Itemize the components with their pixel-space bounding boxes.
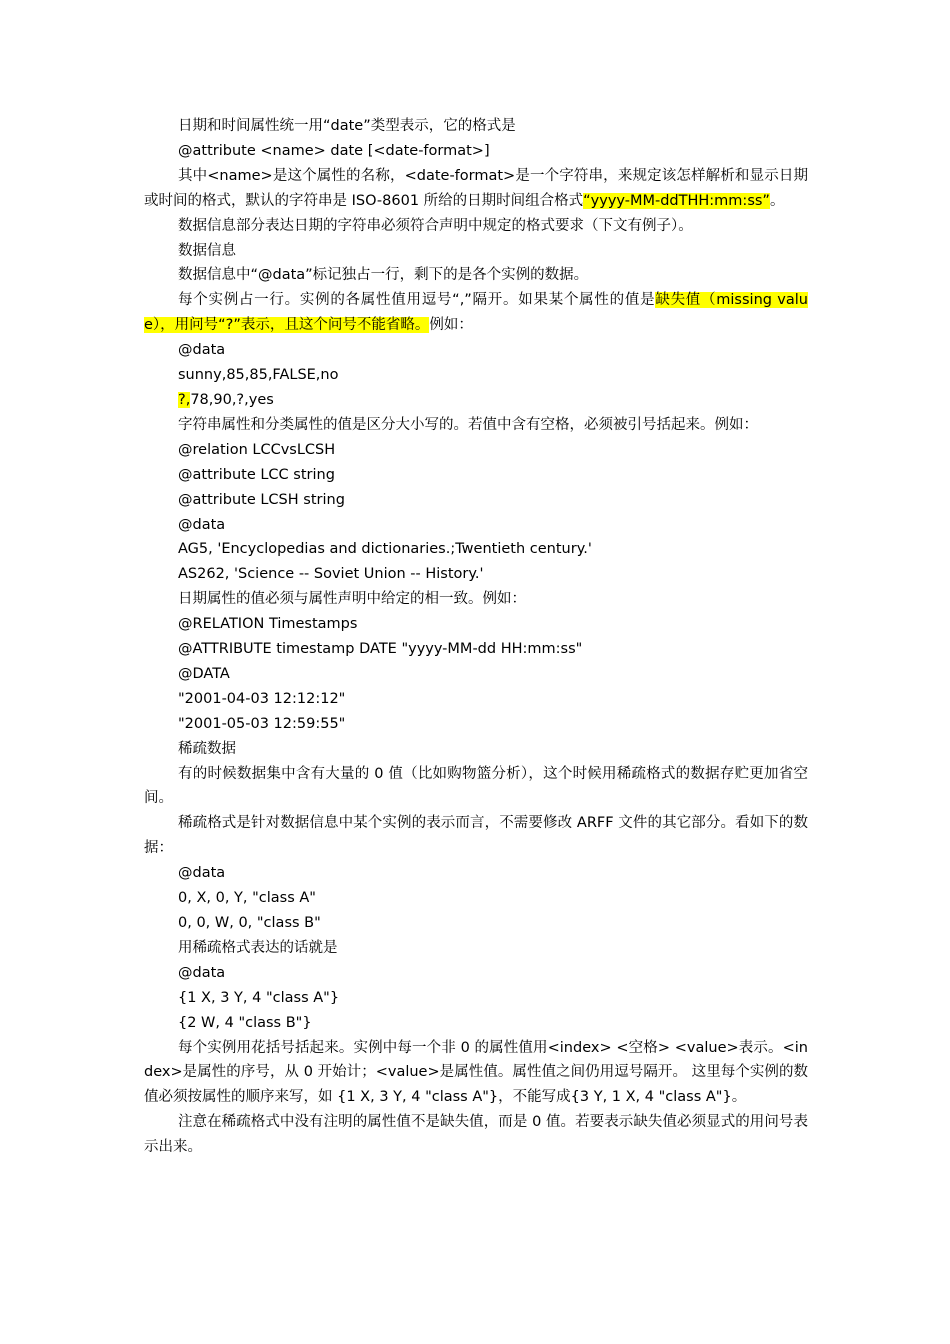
code-line: AG5, 'Encyclopedias and dictionaries.;Twentieth century.' bbox=[178, 541, 592, 558]
paragraph-sparse-expression: 用稀疏格式表达的话就是 bbox=[178, 939, 338, 956]
code-line: 0, X, 0, Y, "class A" bbox=[178, 890, 316, 907]
highlighted-text: 缺失值（missing value），用问号“?”表示，且这个问号不能省略。 bbox=[144, 292, 808, 334]
text-run: 其中<name>是这个属性的名称，<date-format>是一个字符串，来规定该怎样解析和显示日期或时间的格式，默认的字符串是 ISO-8601 所给的日期时间组合格式 bbox=[144, 167, 808, 209]
code-line: @ATTRIBUTE timestamp DATE "yyyy-MM-dd HH:mm:ss" bbox=[178, 641, 583, 658]
code-line: @attribute LCC string bbox=[178, 466, 335, 483]
paragraph-date-values: 日期属性的值必须与属性声明中给定的相一致。例如： bbox=[178, 591, 526, 608]
paragraph-sparse-format: 稀疏格式是针对数据信息中某个实例的表示而言，不需要修改 ARFF 文件的其它部分。看如下的数据： bbox=[144, 815, 808, 857]
code-line: {2 W, 4 "class B"} bbox=[178, 1014, 312, 1031]
paragraph-sparse-intro: 有的时候数据集中含有大量的 0 值（比如购物篮分析），这个时候用稀疏格式的数据存贮更加省空间。 bbox=[144, 765, 808, 807]
code-line: @data bbox=[178, 865, 226, 882]
paragraph-data-tag: 数据信息中“@data”标记独占一行，剩下的是各个实例的数据。 bbox=[178, 267, 589, 284]
code-line: "2001-04-03 12:12:12" bbox=[178, 690, 346, 707]
highlighted-text: ?, bbox=[178, 391, 191, 408]
code-line: @data bbox=[178, 516, 226, 533]
section-heading-sparse-data: 稀疏数据 bbox=[178, 740, 236, 757]
paragraph-date-format bbox=[144, 164, 808, 214]
code-line bbox=[144, 388, 808, 413]
text-run: 78,90,?,yes bbox=[190, 391, 274, 408]
paragraph-date-intro: 日期和时间属性统一用“date”类型表示，它的格式是 bbox=[178, 118, 516, 134]
document-body bbox=[144, 114, 808, 1160]
code-line: @relation LCCvsLCSH bbox=[178, 441, 336, 458]
code-line: 0, 0, W, 0, "class B" bbox=[178, 915, 321, 931]
code-line: {1 X, 3 Y, 4 "class A"} bbox=[178, 989, 340, 1006]
code-line: "2001-05-03 12:59:55" bbox=[178, 715, 346, 732]
text-run: 。 bbox=[769, 192, 785, 209]
code-line: @RELATION Timestamps bbox=[178, 616, 358, 633]
text-run: 例如： bbox=[429, 317, 473, 334]
code-line: @DATA bbox=[178, 665, 230, 682]
paragraph-date-requirement: 数据信息部分表达日期的字符串必须符合声明中规定的格式要求（下文有例子）。 bbox=[178, 217, 693, 234]
code-line: @data bbox=[178, 342, 226, 359]
paragraph-case-sensitive: 字符串属性和分类属性的值是区分大小写的。若值中含有空格，必须被引号括起来。例如： bbox=[178, 416, 758, 433]
code-line: AS262, 'Science -- Soviet Union -- History.' bbox=[178, 566, 484, 583]
code-line: sunny,85,85,FALSE,no bbox=[178, 367, 339, 384]
code-line: @attribute LCSH string bbox=[178, 491, 345, 508]
paragraph-instances bbox=[144, 288, 808, 338]
paragraph-sparse-note: 注意在稀疏格式中没有注明的属性值不是缺失值，而是 0 值。若要表示缺失值必须显式的用问号表示出来。 bbox=[144, 1114, 808, 1156]
text-run: 每个实例占一行。实例的各属性值用逗号“,”隔开。如果某个属性的值是 bbox=[178, 292, 656, 309]
paragraph-sparse-instance: 每个实例用花括号括起来。实例中每一个非 0 的属性值用<index> <空格> <value>表示。<index>是属性的序号，从 0 开始计；<value>是属性值。属性值之间仍用逗号隔开。 这里每个实例的数值必须按属性的顺序来写，如 {1 X, 3 Y, 4 "class A"}，不能写成{3 Y, 1 X, 4 "class A"}。 bbox=[144, 1039, 808, 1106]
highlighted-text: “yyyy-MM-ddTHH:mm:ss” bbox=[583, 192, 770, 209]
code-line: @attribute <name> date [<date-format>] bbox=[178, 142, 490, 159]
code-line: @data bbox=[178, 964, 226, 981]
section-heading-data-info: 数据信息 bbox=[178, 242, 236, 259]
